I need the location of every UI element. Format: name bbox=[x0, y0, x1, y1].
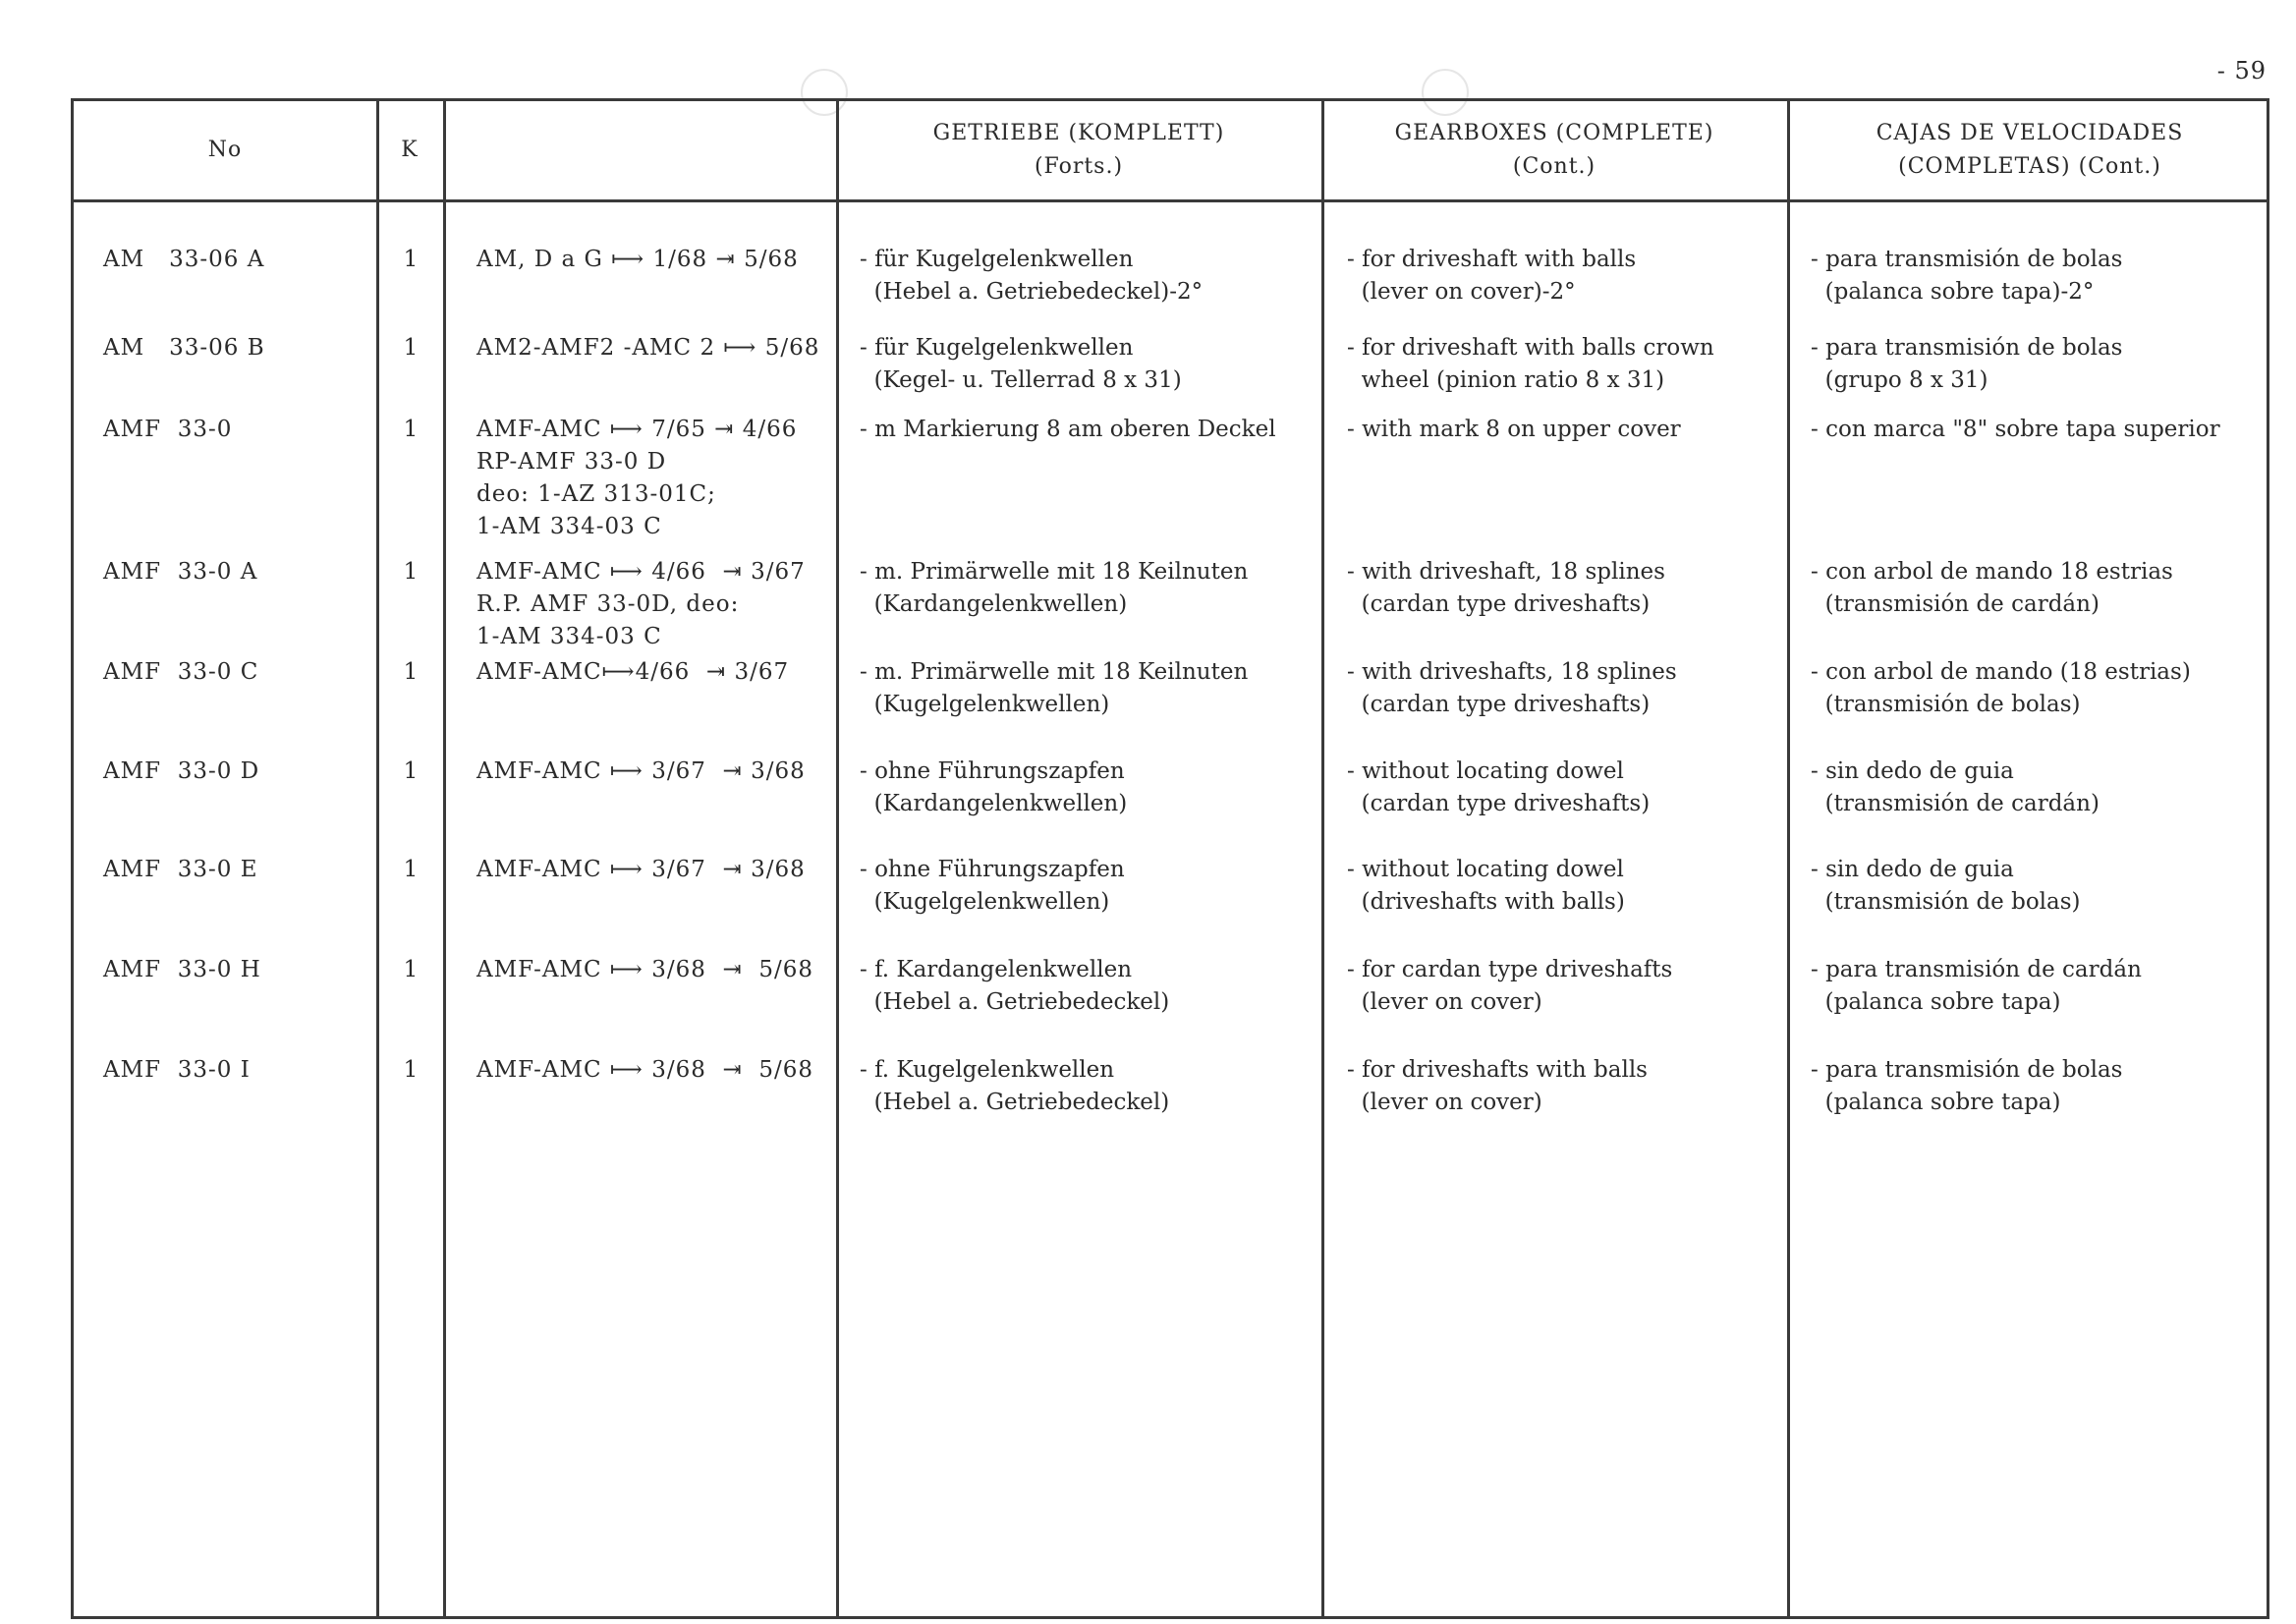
row-8-en-cell bbox=[1347, 954, 1672, 1019]
row-3-ref-line-2: RP-AMF 33-0 D bbox=[476, 449, 667, 475]
row-9-no-line-1: AMF 33-0 I bbox=[103, 1057, 251, 1083]
row-6-ref-cell bbox=[476, 756, 806, 788]
header-no bbox=[74, 101, 376, 199]
row-4-k-cell bbox=[376, 556, 445, 588]
row-1-es-line-1: - para transmisión de bolas bbox=[1811, 247, 2123, 272]
row-2-no-line-1: AM 33-06 B bbox=[103, 335, 265, 361]
row-9-es-cell bbox=[1811, 1054, 2123, 1119]
row-5-es-line-1: - con arbol de mando (18 estrias) bbox=[1811, 659, 2191, 685]
row-2-es-cell bbox=[1811, 332, 2123, 397]
row-8-ref-line-1: AMF-AMC ⟼ 3/68 ⇥ 5/68 bbox=[476, 957, 814, 982]
row-7-en-cell bbox=[1347, 854, 1625, 919]
header-k-label: K bbox=[401, 138, 419, 162]
parts-table bbox=[71, 98, 2269, 1619]
header-german bbox=[836, 101, 1321, 199]
row-1-no-line-1: AM 33-06 A bbox=[103, 247, 265, 272]
row-6-k-line-1: 1 bbox=[403, 758, 419, 784]
row-3-es-cell bbox=[1811, 414, 2220, 446]
row-6-en-line-1: - without locating dowel bbox=[1347, 758, 1624, 784]
divider-de-en bbox=[1321, 101, 1324, 1616]
row-1-en-line-2: (lever on cover)-2° bbox=[1347, 279, 1576, 305]
row-7-k-cell bbox=[376, 854, 445, 886]
row-2-es-line-2: (grupo 8 x 31) bbox=[1811, 367, 1988, 393]
row-6-es-line-1: - sin dedo de guia bbox=[1811, 758, 2014, 784]
row-3-de-cell bbox=[860, 414, 1276, 446]
row-5-ref-line-1: AMF-AMC⟼4/66 ⇥ 3/67 bbox=[476, 659, 790, 685]
row-3-ref-line-3: deo: 1-AZ 313-01C; bbox=[476, 481, 716, 507]
row-3-en-cell bbox=[1347, 414, 1681, 446]
row-1-de-cell bbox=[860, 244, 1203, 308]
row-1-no-cell bbox=[103, 244, 264, 276]
row-5-es-cell bbox=[1811, 656, 2191, 721]
row-2-k-cell bbox=[376, 332, 445, 364]
header-german-line-1: GETRIEBE (KOMPLETT) bbox=[932, 121, 1225, 145]
row-4-en-line-2: (cardan type driveshafts) bbox=[1347, 591, 1651, 617]
row-4-es-line-2: (transmisión de cardán) bbox=[1811, 591, 2100, 617]
row-7-es-line-1: - sin dedo de guia bbox=[1811, 857, 2014, 882]
row-7-en-line-1: - without locating dowel bbox=[1347, 857, 1624, 882]
row-8-es-cell bbox=[1811, 954, 2142, 1019]
row-5-de-line-1: - m. Primärwelle mit 18 Keilnuten bbox=[860, 659, 1249, 685]
row-7-no-cell bbox=[103, 854, 258, 886]
header-spanish-line-1: CAJAS DE VELOCIDADES bbox=[1876, 121, 2184, 145]
row-1-de-line-1: - für Kugelgelenkwellen bbox=[860, 247, 1134, 272]
row-3-ref-line-4: 1-AM 334-03 C bbox=[476, 514, 662, 539]
row-6-es-cell bbox=[1811, 756, 2100, 820]
row-3-en-line-1: - with mark 8 on upper cover bbox=[1347, 417, 1681, 442]
row-5-de-cell bbox=[860, 656, 1248, 721]
row-2-no-cell bbox=[103, 332, 265, 364]
header-english-line-2: (Cont.) bbox=[1512, 154, 1596, 179]
row-4-en-line-1: - with driveshaft, 18 splines bbox=[1347, 559, 1665, 585]
row-5-es-line-2: (transmisión de bolas) bbox=[1811, 692, 2081, 717]
row-5-en-line-1: - with driveshafts, 18 splines bbox=[1347, 659, 1677, 685]
row-9-es-line-1: - para transmisión de bolas bbox=[1811, 1057, 2123, 1083]
row-3-de-line-1: - m Markierung 8 am oberen Deckel bbox=[860, 417, 1276, 442]
page-number: - 59 bbox=[2216, 57, 2267, 84]
row-9-k-cell bbox=[376, 1054, 445, 1087]
row-4-ref-cell bbox=[476, 556, 806, 653]
row-9-ref-line-1: AMF-AMC ⟼ 3/68 ⇥ 5/68 bbox=[476, 1057, 814, 1083]
row-8-k-cell bbox=[376, 954, 445, 986]
row-1-k-cell bbox=[376, 244, 445, 276]
row-2-en-cell bbox=[1347, 332, 1714, 397]
row-8-de-line-1: - f. Kardangelenkwellen bbox=[860, 957, 1133, 982]
row-8-no-cell bbox=[103, 954, 261, 986]
row-9-de-line-1: - f. Kugelgelenkwellen bbox=[860, 1057, 1115, 1083]
row-2-es-line-1: - para transmisión de bolas bbox=[1811, 335, 2123, 361]
row-1-de-line-2: (Hebel a. Getriebedeckel)-2° bbox=[860, 279, 1204, 305]
row-1-es-cell bbox=[1811, 244, 2123, 308]
row-6-en-cell bbox=[1347, 756, 1650, 820]
header-german-line-2: (Forts.) bbox=[1034, 154, 1124, 179]
row-7-no-line-1: AMF 33-0 E bbox=[103, 857, 258, 882]
row-4-k-line-1: 1 bbox=[403, 559, 419, 585]
row-3-ref-line-1: AMF-AMC ⟼ 7/65 ⇥ 4/66 bbox=[476, 417, 798, 442]
row-3-ref-cell bbox=[476, 414, 797, 543]
row-1-k-line-1: 1 bbox=[403, 247, 419, 272]
row-7-k-line-1: 1 bbox=[403, 857, 419, 882]
header-english-line-1: GEARBOXES (COMPLETE) bbox=[1394, 121, 1714, 145]
row-8-de-line-2: (Hebel a. Getriebedeckel) bbox=[860, 989, 1170, 1015]
row-9-en-line-1: - for driveshafts with balls bbox=[1347, 1057, 1648, 1083]
row-6-de-line-2: (Kardangelenkwellen) bbox=[860, 791, 1128, 816]
row-7-en-line-2: (driveshafts with balls) bbox=[1347, 889, 1625, 915]
row-6-es-line-2: (transmisión de cardán) bbox=[1811, 791, 2100, 816]
row-5-k-line-1: 1 bbox=[403, 659, 419, 685]
row-1-ref-line-1: AM, D a G ⟼ 1/68 ⇥ 5/68 bbox=[476, 247, 799, 272]
row-9-es-line-2: (palanca sobre tapa) bbox=[1811, 1090, 2061, 1115]
row-2-en-line-2: wheel (pinion ratio 8 x 31) bbox=[1347, 367, 1665, 393]
row-4-de-line-2: (Kardangelenkwellen) bbox=[860, 591, 1128, 617]
row-6-de-cell bbox=[860, 756, 1127, 820]
row-4-ref-line-2: R.P. AMF 33-0D, deo: bbox=[476, 591, 740, 617]
divider-en-es bbox=[1787, 101, 1790, 1616]
row-8-en-line-2: (lever on cover) bbox=[1347, 989, 1542, 1015]
row-2-ref-cell bbox=[476, 332, 819, 364]
row-7-es-cell bbox=[1811, 854, 2081, 919]
row-1-es-line-2: (palanca sobre tapa)-2° bbox=[1811, 279, 2095, 305]
row-5-no-line-1: AMF 33-0 C bbox=[103, 659, 259, 685]
row-4-no-cell bbox=[103, 556, 257, 588]
row-4-es-cell bbox=[1811, 556, 2173, 621]
row-8-no-line-1: AMF 33-0 H bbox=[103, 957, 261, 982]
row-3-k-cell bbox=[376, 414, 445, 446]
row-7-de-line-2: (Kugelgelenkwellen) bbox=[860, 889, 1110, 915]
row-9-ref-cell bbox=[476, 1054, 813, 1087]
row-3-es-line-1: - con marca "8" sobre tapa superior bbox=[1811, 417, 2220, 442]
header-k bbox=[376, 101, 443, 199]
row-2-de-line-1: - für Kugelgelenkwellen bbox=[860, 335, 1134, 361]
row-2-de-cell bbox=[860, 332, 1182, 397]
row-3-k-line-1: 1 bbox=[403, 417, 419, 442]
header-spanish bbox=[1787, 101, 2272, 199]
row-5-en-line-2: (cardan type driveshafts) bbox=[1347, 692, 1651, 717]
row-8-ref-cell bbox=[476, 954, 813, 986]
row-6-en-line-2: (cardan type driveshafts) bbox=[1347, 791, 1651, 816]
row-8-k-line-1: 1 bbox=[403, 957, 419, 982]
row-8-es-line-1: - para transmisión de cardán bbox=[1811, 957, 2142, 982]
header-spanish-line-2: (COMPLETAS) (Cont.) bbox=[1898, 154, 2161, 179]
row-5-ref-cell bbox=[476, 656, 789, 689]
row-4-ref-line-3: 1-AM 334-03 C bbox=[476, 624, 662, 649]
row-7-ref-cell bbox=[476, 854, 806, 886]
row-9-en-line-2: (lever on cover) bbox=[1347, 1090, 1542, 1115]
row-9-no-cell bbox=[103, 1054, 251, 1087]
row-5-no-cell bbox=[103, 656, 258, 689]
row-5-k-cell bbox=[376, 656, 445, 689]
row-8-es-line-2: (palanca sobre tapa) bbox=[1811, 989, 2061, 1015]
row-4-de-cell bbox=[860, 556, 1248, 621]
row-4-en-cell bbox=[1347, 556, 1665, 621]
row-7-de-line-1: - ohne Führungszapfen bbox=[860, 857, 1125, 882]
row-4-es-line-1: - con arbol de mando 18 estrias bbox=[1811, 559, 2173, 585]
row-3-no-line-1: AMF 33-0 bbox=[103, 417, 233, 442]
divider-ref-de bbox=[836, 101, 839, 1616]
row-6-ref-line-1: AMF-AMC ⟼ 3/67 ⇥ 3/68 bbox=[476, 758, 806, 784]
row-7-es-line-2: (transmisión de bolas) bbox=[1811, 889, 2081, 915]
row-6-no-line-1: AMF 33-0 D bbox=[103, 758, 260, 784]
row-2-ref-line-1: AM2-AMF2 -AMC 2 ⟼ 5/68 bbox=[476, 335, 820, 361]
row-4-no-line-1: AMF 33-0 A bbox=[103, 559, 258, 585]
header-no-label: No bbox=[207, 138, 243, 162]
row-8-en-line-1: - for cardan type driveshafts bbox=[1347, 957, 1673, 982]
header-divider bbox=[74, 199, 2267, 202]
row-4-de-line-1: - m. Primärwelle mit 18 Keilnuten bbox=[860, 559, 1249, 585]
row-3-no-cell bbox=[103, 414, 232, 446]
row-9-de-line-2: (Hebel a. Getriebedeckel) bbox=[860, 1090, 1170, 1115]
row-6-no-cell bbox=[103, 756, 259, 788]
row-9-k-line-1: 1 bbox=[403, 1057, 419, 1083]
row-9-de-cell bbox=[860, 1054, 1169, 1119]
header-english bbox=[1321, 101, 1787, 199]
row-8-de-cell bbox=[860, 954, 1169, 1019]
row-7-de-cell bbox=[860, 854, 1125, 919]
row-1-en-cell bbox=[1347, 244, 1636, 308]
row-6-de-line-1: - ohne Führungszapfen bbox=[860, 758, 1125, 784]
row-5-en-cell bbox=[1347, 656, 1677, 721]
row-1-en-line-1: - for driveshaft with balls bbox=[1347, 247, 1637, 272]
row-1-ref-cell bbox=[476, 244, 799, 276]
row-2-de-line-2: (Kegel- u. Tellerrad 8 x 31) bbox=[860, 367, 1182, 393]
row-5-de-line-2: (Kugelgelenkwellen) bbox=[860, 692, 1110, 717]
row-2-k-line-1: 1 bbox=[403, 335, 419, 361]
row-6-k-cell bbox=[376, 756, 445, 788]
row-9-en-cell bbox=[1347, 1054, 1648, 1119]
row-4-ref-line-1: AMF-AMC ⟼ 4/66 ⇥ 3/67 bbox=[476, 559, 806, 585]
row-7-ref-line-1: AMF-AMC ⟼ 3/67 ⇥ 3/68 bbox=[476, 857, 806, 882]
row-2-en-line-1: - for driveshaft with balls crown bbox=[1347, 335, 1714, 361]
